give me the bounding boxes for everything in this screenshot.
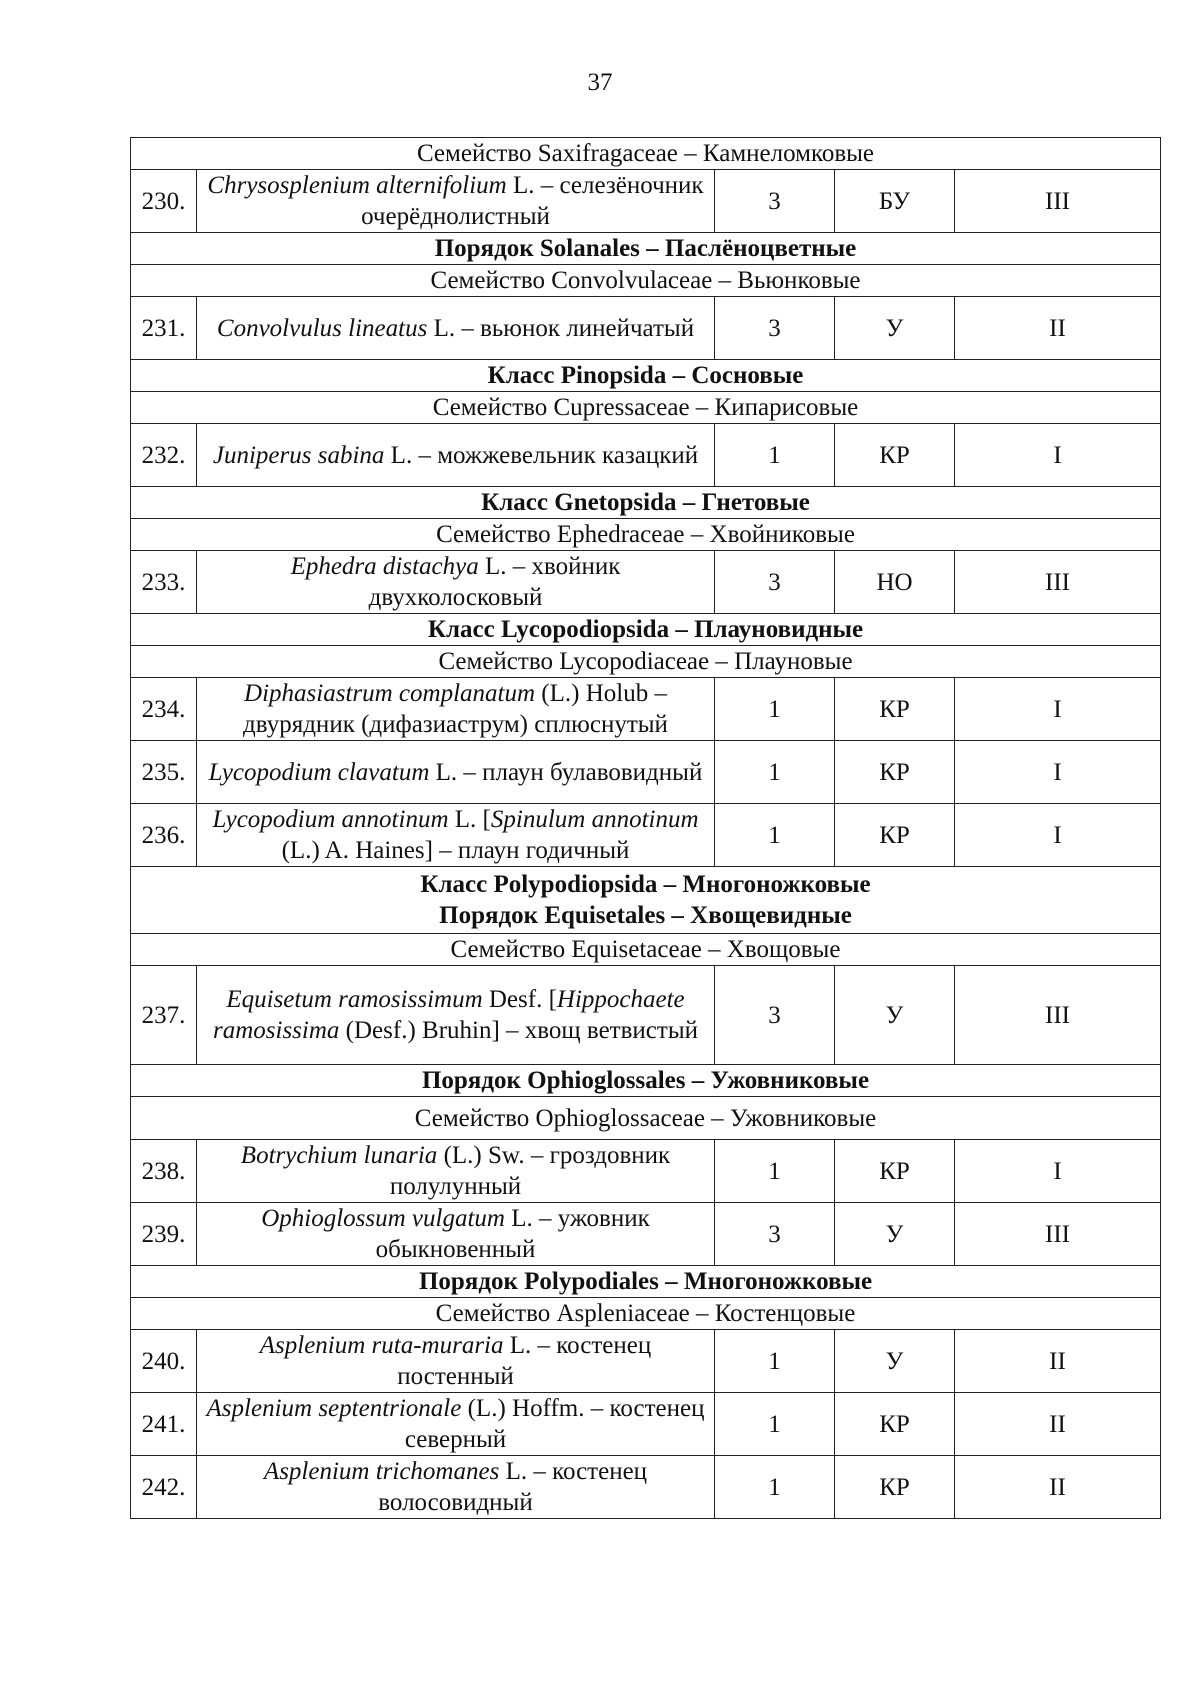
latin-name: Botrychium lunaria [240, 1142, 438, 1169]
row-number: 233. [131, 551, 197, 614]
species-name [197, 1140, 715, 1203]
row-number: 235. [131, 741, 197, 804]
category-cell: 3 [715, 170, 835, 233]
family-heading: Семейство Saxifragaceae – Камнеломковые [131, 138, 1161, 170]
species-name-text [201, 1456, 710, 1518]
species-row [131, 1203, 1161, 1266]
species-row [131, 1140, 1161, 1203]
taxon-heading-row [131, 233, 1161, 265]
species-name-text [201, 551, 710, 613]
family-heading: Семейство Equisetaceae – Хвощовые [131, 934, 1161, 966]
species-name [197, 1330, 715, 1393]
name-text: L. – костенец волосовидный [378, 1458, 648, 1516]
name-text: (Desf.) Bruhin] – хвощ ветвистый [339, 1017, 698, 1044]
name-text: (L.) Sw. – гроздовник полулунный [389, 1142, 671, 1200]
row-number: 232. [131, 424, 197, 487]
latin-name: Asplenium trichomanes [263, 1458, 500, 1485]
species-row [131, 551, 1161, 614]
family-heading: Семейство Lycopodiaceae – Плауновые [131, 646, 1161, 678]
taxon-heading: Класс Pinopsida – Сосновые [131, 360, 1161, 392]
row-number: 236. [131, 804, 197, 867]
name-text: L. – плаун булавовидный [429, 758, 703, 786]
taxon-heading [131, 867, 1161, 934]
species-name [197, 424, 715, 487]
species-name [197, 1203, 715, 1266]
family-heading-row [131, 934, 1161, 966]
family-heading: Семейство Cupressaceae – Кипарисовые [131, 392, 1161, 424]
priority-cell: III [955, 551, 1161, 614]
latin-name: Spinulum annotinum [490, 806, 699, 833]
priority-cell: II [955, 297, 1161, 360]
species-row [131, 1330, 1161, 1393]
species-name [197, 551, 715, 614]
species-name-text [201, 1330, 710, 1392]
taxon-heading-row [131, 1065, 1161, 1097]
taxon-heading-row [131, 614, 1161, 646]
name-text: L. – вьюнок линейчатый [427, 314, 695, 342]
taxon-heading-row [131, 360, 1161, 392]
species-row [131, 1393, 1161, 1456]
row-number: 242. [131, 1456, 197, 1519]
latin-name: Equisetum ramosissimum [226, 986, 483, 1013]
family-heading-row [131, 519, 1161, 551]
species-row [131, 678, 1161, 741]
category-cell: 1 [715, 1140, 835, 1203]
species-name [197, 804, 715, 867]
latin-name: Ephedra distachya [290, 553, 479, 580]
name-text: L. – ужовник обыкновенный [375, 1205, 650, 1263]
taxon-heading: Класс Gnetopsida – Гнетовые [131, 487, 1161, 519]
priority-cell: I [955, 804, 1161, 867]
category-cell: 1 [715, 1330, 835, 1393]
category-cell: 1 [715, 741, 835, 804]
taxon-heading-row [131, 867, 1161, 934]
priority-cell: I [955, 678, 1161, 741]
row-number: 240. [131, 1330, 197, 1393]
priority-cell: I [955, 1140, 1161, 1203]
taxon-heading: Класс Lycopodiopsida – Плауновидные [131, 614, 1161, 646]
species-name-text [201, 1203, 710, 1265]
row-number: 241. [131, 1393, 197, 1456]
taxon-heading: Порядок Solanales – Паслёноцветные [131, 233, 1161, 265]
species-name-text [201, 440, 710, 471]
status-cell: КР [835, 1140, 955, 1203]
taxon-heading-row [131, 487, 1161, 519]
order-heading-line: Порядок Equisetales – Хвощевидные [439, 902, 852, 929]
status-cell: КР [835, 424, 955, 487]
species-name [197, 678, 715, 741]
family-heading-row [131, 392, 1161, 424]
latin-name: Convolvulus lineatus [216, 314, 428, 342]
species-row [131, 966, 1161, 1065]
status-cell: НО [835, 551, 955, 614]
row-number: 234. [131, 678, 197, 741]
status-cell: У [835, 1203, 955, 1266]
species-name [197, 1393, 715, 1456]
latin-name: Juniperus sabina [212, 441, 385, 469]
category-cell: 1 [715, 1456, 835, 1519]
latin-name: Lycopodium clavatum [208, 758, 430, 786]
name-text: Desf. [ [482, 986, 557, 1013]
name-text: L. [ [448, 806, 491, 833]
latin-name: Hippochaete ramosissima [213, 986, 685, 1044]
family-heading-row [131, 138, 1161, 170]
family-heading-row [131, 1298, 1161, 1330]
family-heading: Семейство Ephedraceae – Хвойниковые [131, 519, 1161, 551]
species-name [197, 966, 715, 1065]
species-name-text [201, 170, 710, 232]
taxon-heading: Порядок Polypodiales – Многоножковые [131, 1266, 1161, 1298]
category-cell: 3 [715, 1203, 835, 1266]
name-text: L. – селезёночник очерёднолистный [361, 172, 704, 230]
status-cell: БУ [835, 170, 955, 233]
species-name-text [201, 757, 710, 788]
priority-cell: III [955, 170, 1161, 233]
row-number: 237. [131, 966, 197, 1065]
species-name [197, 170, 715, 233]
name-text: (L.) Hoffm. – костенец северный [404, 1395, 705, 1453]
row-number: 238. [131, 1140, 197, 1203]
category-cell: 1 [715, 678, 835, 741]
species-name-text [201, 1140, 710, 1202]
name-text: L. – хвойник двухколосковый [368, 553, 621, 611]
latin-name: Diphasiastrum complanatum [244, 680, 536, 707]
family-heading-row [131, 646, 1161, 678]
latin-name: Chrysosplenium alternifolium [207, 172, 507, 199]
priority-cell: III [955, 966, 1161, 1065]
priority-cell: II [955, 1456, 1161, 1519]
name-text: L. – костенец постенный [397, 1332, 652, 1390]
species-name [197, 1456, 715, 1519]
class-heading-line: Класс Polypodiopsida – Многоножковые [420, 871, 871, 898]
priority-cell: I [955, 741, 1161, 804]
page-number: 37 [587, 69, 613, 96]
priority-cell: II [955, 1393, 1161, 1456]
family-heading: Семейство Convolvulaceae – Вьюнковые [131, 265, 1161, 297]
family-heading: Семейство Aspleniaceae – Костенцовые [131, 1298, 1161, 1330]
category-cell: 1 [715, 1393, 835, 1456]
category-cell: 3 [715, 297, 835, 360]
name-text: (L.) A. Haines] – плаун годичный [281, 837, 630, 864]
status-cell: КР [835, 678, 955, 741]
name-text: (L.) Holub – двурядник (дифазиаструм) сплюснутый [243, 680, 668, 738]
category-cell: 3 [715, 551, 835, 614]
priority-cell: III [955, 1203, 1161, 1266]
row-number: 239. [131, 1203, 197, 1266]
latin-name: Asplenium ruta-muraria [259, 1332, 504, 1359]
species-name [197, 741, 715, 804]
name-text: L. – можжевельник казацкий [384, 441, 699, 469]
category-cell: 3 [715, 966, 835, 1065]
category-cell: 1 [715, 804, 835, 867]
taxon-heading: Порядок Ophioglossales – Ужовниковые [131, 1065, 1161, 1097]
species-name-text [201, 313, 710, 344]
species-table [130, 137, 1161, 1519]
status-cell: КР [835, 1393, 955, 1456]
latin-name: Asplenium septentrionale [206, 1395, 462, 1422]
family-heading-row [131, 265, 1161, 297]
species-row [131, 804, 1161, 867]
species-name-text [201, 984, 710, 1046]
category-cell: 1 [715, 424, 835, 487]
latin-name: Lycopodium annotinum [212, 806, 449, 833]
species-row [131, 741, 1161, 804]
family-heading: Семейство Ophioglossaceae – Ужовниковые [131, 1097, 1161, 1140]
species-row [131, 170, 1161, 233]
species-name-text [201, 804, 710, 866]
status-cell: У [835, 1330, 955, 1393]
species-row [131, 1456, 1161, 1519]
latin-name: Ophioglossum vulgatum [261, 1205, 505, 1232]
species-name-text [201, 1393, 710, 1455]
status-cell: КР [835, 741, 955, 804]
priority-cell: II [955, 1330, 1161, 1393]
priority-cell: I [955, 424, 1161, 487]
status-cell: У [835, 966, 955, 1065]
species-row [131, 424, 1161, 487]
species-row [131, 297, 1161, 360]
taxon-heading-row [131, 1266, 1161, 1298]
species-name-text [201, 678, 710, 740]
status-cell: У [835, 297, 955, 360]
status-cell: КР [835, 804, 955, 867]
row-number: 231. [131, 297, 197, 360]
species-name [197, 297, 715, 360]
row-number: 230. [131, 170, 197, 233]
family-heading-row [131, 1097, 1161, 1140]
status-cell: КР [835, 1456, 955, 1519]
